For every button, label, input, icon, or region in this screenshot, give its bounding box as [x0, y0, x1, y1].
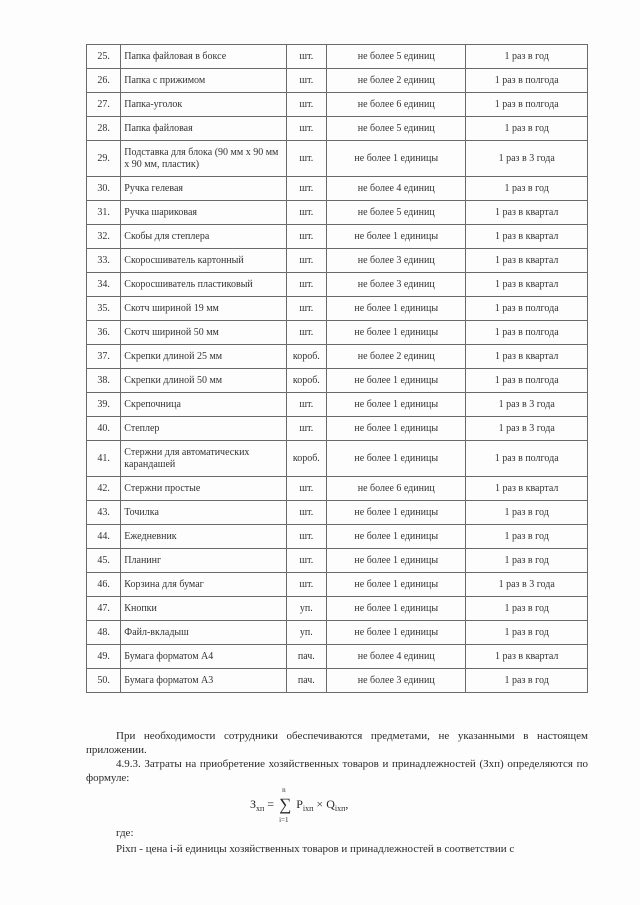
frequency-cell: 1 раз в квартал [466, 225, 588, 249]
table-row [87, 177, 588, 201]
row-number-cell: 29. [87, 141, 121, 177]
table-row [87, 525, 588, 549]
unit-cell: шт. [286, 393, 327, 417]
unit-cell: шт. [286, 201, 327, 225]
quantity-cell: не более 1 единицы [327, 417, 466, 441]
row-number-cell: 37. [87, 345, 121, 369]
row-number-cell: 40. [87, 417, 121, 441]
table-row [87, 549, 588, 573]
row-number-cell: 41. [87, 441, 121, 477]
item-name-cell: Планинг [121, 549, 286, 573]
unit-cell: шт. [286, 177, 327, 201]
table-row [87, 93, 588, 117]
table-row [87, 393, 588, 417]
sum-symbol: ∑ n i=1 [279, 786, 292, 824]
table-row [87, 597, 588, 621]
unit-cell: уп. [286, 621, 327, 645]
table-row [87, 441, 588, 477]
quantity-cell: не более 4 единиц [327, 645, 466, 669]
formula-lhs-sub: хп [256, 804, 265, 814]
item-name-cell: Кнопки [121, 597, 286, 621]
quantity-cell: не более 1 единицы [327, 225, 466, 249]
row-number-cell: 49. [87, 645, 121, 669]
row-number-cell: 45. [87, 549, 121, 573]
unit-cell: шт. [286, 417, 327, 441]
formula-q: Q [326, 796, 335, 811]
row-number-cell: 44. [87, 525, 121, 549]
item-name-cell: Бумага форматом А3 [121, 669, 286, 693]
table-row [87, 417, 588, 441]
frequency-cell: 1 раз в 3 года [466, 417, 588, 441]
unit-cell: пач. [286, 669, 327, 693]
unit-cell: шт. [286, 549, 327, 573]
table-row [87, 225, 588, 249]
unit-cell: шт. [286, 501, 327, 525]
unit-cell: шт. [286, 573, 327, 597]
quantity-cell: не более 2 единиц [327, 69, 466, 93]
table-body [87, 45, 588, 693]
table-row [87, 297, 588, 321]
row-number-cell: 28. [87, 117, 121, 141]
quantity-cell: не более 2 единиц [327, 345, 466, 369]
quantity-cell: не более 1 единицы [327, 573, 466, 597]
unit-cell: шт. [286, 93, 327, 117]
item-name-cell: Бумага форматом А4 [121, 645, 286, 669]
unit-cell: шт. [286, 117, 327, 141]
definition-paragraph: Piхп - цена i-й единицы хозяйственных товаров и принадлежностей в соответствии с [116, 843, 515, 855]
item-name-cell: Скотч шириной 50 мм [121, 321, 286, 345]
frequency-cell: 1 раз в 3 года [466, 573, 588, 597]
item-name-cell: Ручка шариковая [121, 201, 286, 225]
quantity-cell: не более 5 единиц [327, 117, 466, 141]
formula-p: P [296, 796, 303, 811]
item-name-cell: Точилка [121, 501, 286, 525]
sum-bottom: i=1 [279, 816, 289, 824]
unit-cell: шт. [286, 141, 327, 177]
table-row [87, 501, 588, 525]
item-name-cell: Степлер [121, 417, 286, 441]
quantity-cell: не более 1 единицы [327, 549, 466, 573]
row-number-cell: 27. [87, 93, 121, 117]
quantity-cell: не более 1 единицы [327, 621, 466, 645]
item-name-cell: Скрепочница [121, 393, 286, 417]
unit-cell: шт. [286, 69, 327, 93]
sum-top: n [282, 786, 286, 794]
table-row [87, 117, 588, 141]
row-number-cell: 42. [87, 477, 121, 501]
item-name-cell: Файл-вкладыш [121, 621, 286, 645]
unit-cell: шт. [286, 321, 327, 345]
table-row [87, 477, 588, 501]
unit-cell: пач. [286, 645, 327, 669]
unit-cell: короб. [286, 369, 327, 393]
row-number-cell: 50. [87, 669, 121, 693]
frequency-cell: 1 раз в год [466, 549, 588, 573]
unit-cell: короб. [286, 441, 327, 477]
frequency-cell: 1 раз в год [466, 117, 588, 141]
frequency-cell: 1 раз в год [466, 501, 588, 525]
quantity-cell: не более 5 единиц [327, 201, 466, 225]
unit-cell: шт. [286, 477, 327, 501]
table-row [87, 621, 588, 645]
item-name-cell: Скоросшиватель картонный [121, 249, 286, 273]
quantity-cell: не более 4 единиц [327, 177, 466, 201]
quantity-cell: не более 1 единицы [327, 141, 466, 177]
formula-q-sub: iхп [334, 804, 346, 814]
item-name-cell: Скоросшиватель пластиковый [121, 273, 286, 297]
quantity-cell: не более 1 единицы [327, 369, 466, 393]
row-number-cell: 26. [87, 69, 121, 93]
formula-tail: , [345, 796, 349, 811]
table-row [87, 201, 588, 225]
item-name-cell: Папка файловая в боксе [121, 45, 286, 69]
row-number-cell: 39. [87, 393, 121, 417]
item-name-cell: Ручка гелевая [121, 177, 286, 201]
item-name-cell: Скобы для степлера [121, 225, 286, 249]
quantity-cell: не более 3 единиц [327, 273, 466, 297]
table-row [87, 249, 588, 273]
frequency-cell: 1 раз в год [466, 669, 588, 693]
item-name-cell: Папка с прижимом [121, 69, 286, 93]
frequency-cell: 1 раз в квартал [466, 645, 588, 669]
frequency-cell: 1 раз в полгода [466, 69, 588, 93]
quantity-cell: не более 1 единицы [327, 393, 466, 417]
quantity-cell: не более 1 единицы [327, 525, 466, 549]
row-number-cell: 25. [87, 45, 121, 69]
quantity-cell: не более 1 единицы [327, 597, 466, 621]
quantity-cell: не более 1 единицы [327, 321, 466, 345]
quantity-cell: не более 1 единицы [327, 441, 466, 477]
row-number-cell: 36. [87, 321, 121, 345]
item-name-cell: Подставка для блока (90 мм x 90 мм x 90 мм, пластик) [121, 141, 286, 177]
formula-times: × [316, 796, 324, 811]
unit-cell: шт. [286, 297, 327, 321]
row-number-cell: 43. [87, 501, 121, 525]
table-row [87, 345, 588, 369]
item-name-cell: Корзина для бумаг [121, 573, 286, 597]
frequency-cell: 1 раз в полгода [466, 93, 588, 117]
item-name-cell: Папка-уголок [121, 93, 286, 117]
where-label: где: [116, 827, 134, 839]
row-number-cell: 47. [87, 597, 121, 621]
quantity-cell: не более 1 единицы [327, 297, 466, 321]
frequency-cell: 1 раз в полгода [466, 321, 588, 345]
unit-cell: шт. [286, 249, 327, 273]
frequency-cell: 1 раз в год [466, 597, 588, 621]
row-number-cell: 48. [87, 621, 121, 645]
frequency-cell: 1 раз в 3 года [466, 141, 588, 177]
row-number-cell: 33. [87, 249, 121, 273]
row-number-cell: 30. [87, 177, 121, 201]
item-name-cell: Стержни простые [121, 477, 286, 501]
unit-cell: шт. [286, 45, 327, 69]
item-name-cell: Папка файловая [121, 117, 286, 141]
table-row [87, 321, 588, 345]
item-name-cell: Стержни для автоматических карандашей [121, 441, 286, 477]
item-name-cell: Скрепки длиной 50 мм [121, 369, 286, 393]
note-paragraph: При необходимости сотрудники обеспечиваются предметами, не указанными в настоящем приложении. [86, 730, 588, 756]
unit-cell: короб. [286, 345, 327, 369]
table-row [87, 69, 588, 93]
item-name-cell: Ежедневник [121, 525, 286, 549]
item-name-cell: Скотч шириной 19 мм [121, 297, 286, 321]
unit-cell: шт. [286, 273, 327, 297]
frequency-cell: 1 раз в квартал [466, 249, 588, 273]
formula-p-sub: iхп [302, 804, 314, 814]
table-row [87, 369, 588, 393]
table-row [87, 45, 588, 69]
frequency-cell: 1 раз в полгода [466, 441, 588, 477]
frequency-cell: 1 раз в квартал [466, 345, 588, 369]
unit-cell: шт. [286, 225, 327, 249]
supplies-table [86, 44, 588, 693]
frequency-cell: 1 раз в год [466, 525, 588, 549]
cost-formula [250, 786, 349, 824]
formula-eq: = [267, 796, 275, 811]
frequency-cell: 1 раз в полгода [466, 369, 588, 393]
table-row [87, 669, 588, 693]
item-name-cell: Скрепки длиной 25 мм [121, 345, 286, 369]
table-row [87, 573, 588, 597]
row-number-cell: 35. [87, 297, 121, 321]
unit-cell: шт. [286, 525, 327, 549]
row-number-cell: 46. [87, 573, 121, 597]
frequency-cell: 1 раз в полгода [466, 297, 588, 321]
frequency-cell: 1 раз в год [466, 45, 588, 69]
quantity-cell: не более 3 единиц [327, 669, 466, 693]
frequency-cell: 1 раз в год [466, 177, 588, 201]
frequency-cell: 1 раз в 3 года [466, 393, 588, 417]
frequency-cell: 1 раз в квартал [466, 201, 588, 225]
row-number-cell: 38. [87, 369, 121, 393]
row-number-cell: 31. [87, 201, 121, 225]
formula-lhs: З [250, 796, 257, 811]
frequency-cell: 1 раз в год [466, 621, 588, 645]
row-number-cell: 32. [87, 225, 121, 249]
table-row [87, 273, 588, 297]
table-row [87, 645, 588, 669]
quantity-cell: не более 3 единиц [327, 249, 466, 273]
unit-cell: уп. [286, 597, 327, 621]
table-row [87, 141, 588, 177]
frequency-cell: 1 раз в квартал [466, 273, 588, 297]
frequency-cell: 1 раз в квартал [466, 477, 588, 501]
clause-paragraph: 4.9.3. Затраты на приобретение хозяйственных товаров и принадлежностей (Зхп) определяются по формуле: [86, 758, 588, 784]
quantity-cell: не более 5 единиц [327, 45, 466, 69]
quantity-cell: не более 1 единицы [327, 501, 466, 525]
quantity-cell: не более 6 единиц [327, 93, 466, 117]
row-number-cell: 34. [87, 273, 121, 297]
quantity-cell: не более 6 единиц [327, 477, 466, 501]
